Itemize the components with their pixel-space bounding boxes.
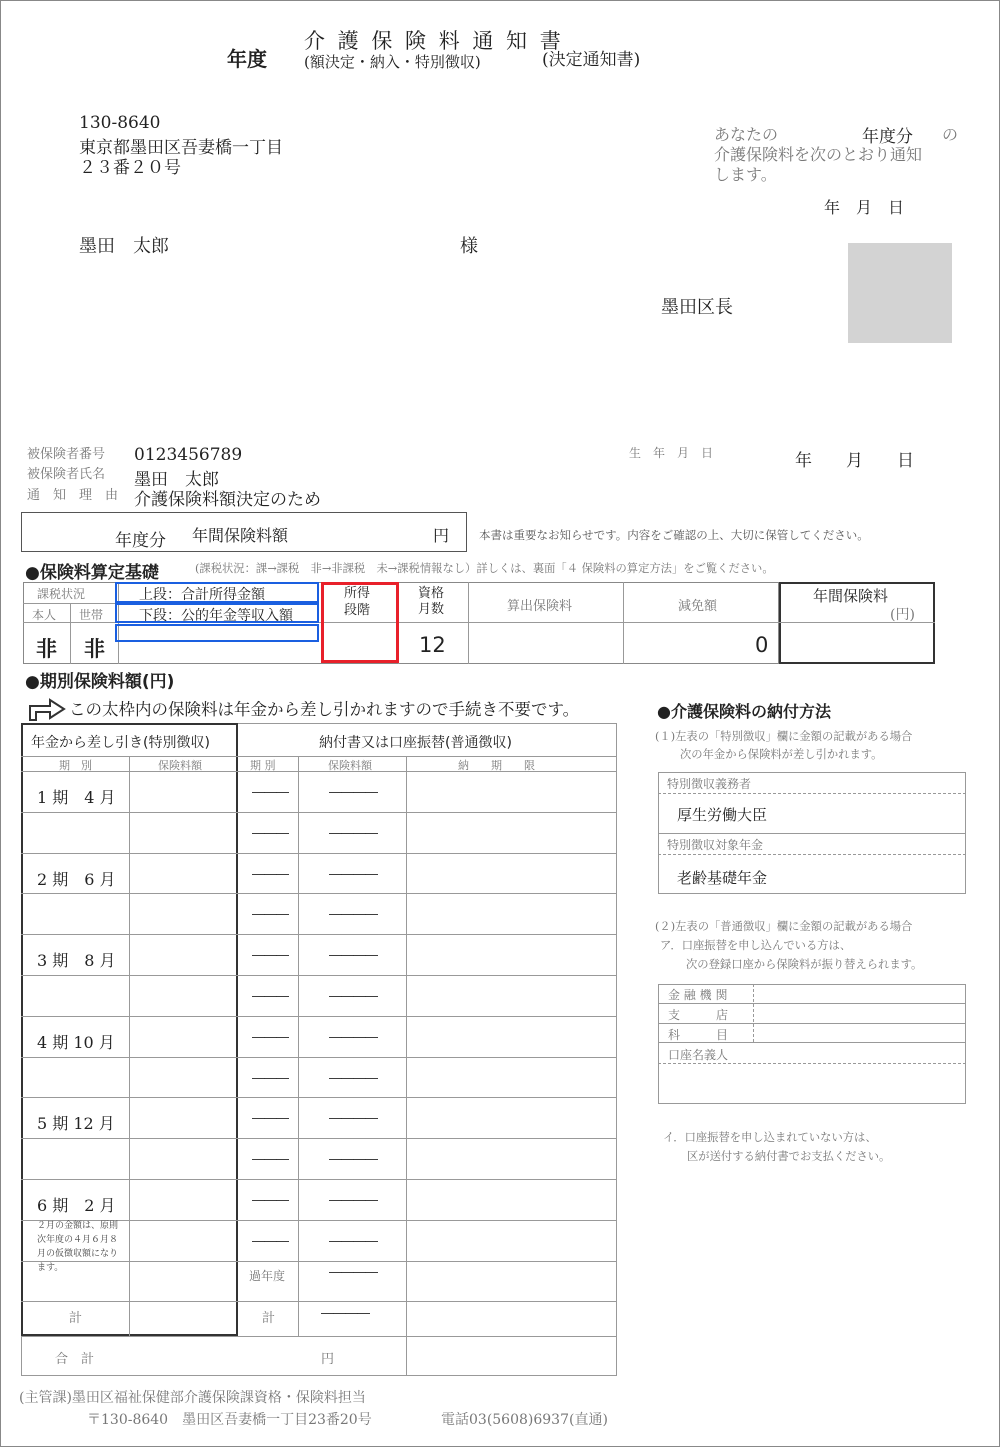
ordinary-amount-dash: ――――	[329, 785, 377, 800]
feb-note: ２月の金額は、原則次年度の４月６月８月の仮徴収額になります。	[37, 1221, 119, 1273]
ordinary-period-dash: ―――	[252, 989, 288, 1004]
honorific: 様	[460, 236, 478, 257]
annual-unit: 円	[433, 526, 450, 545]
important-notice: 本書は重要なお知らせです。内容をご確認の上、大切に保管してください。	[479, 528, 869, 542]
birth-label: 生 年 月 日	[629, 446, 714, 460]
payment-s2e: 区が送付する納付書でお支払ください。	[687, 1150, 891, 1163]
months-value: 12	[419, 633, 446, 657]
document-kind: (決定通知書)	[542, 50, 641, 70]
ordinary-amount-dash: ――――	[329, 1030, 377, 1045]
ordinary-amount-dash: ――――	[329, 907, 377, 922]
payment-s2c: 次の登録口座から保険料が振り替えられます。	[686, 958, 923, 971]
notice-line1c: の	[942, 125, 959, 144]
recipient-name: 墨田 太郎	[79, 236, 169, 257]
col-amount2: 保険料額	[328, 759, 372, 772]
basis-heading: ●保険料算定基礎	[25, 563, 159, 583]
period-label: 5 期 12 月	[37, 1114, 115, 1133]
ordinary-amount-dash: ――――	[329, 826, 377, 841]
period-label: 3 期 8 月	[37, 951, 116, 970]
payment-s2d: イ．口座振替を申し込まれていない方は、	[663, 1131, 877, 1144]
ordinary-amount-dash: ――――	[329, 989, 377, 1004]
ordinary-amount-dash: ――――	[329, 1193, 377, 1208]
birth-date: 年 月 日	[795, 451, 914, 471]
payment-s1a: (１)左表の「特別徴収」欄に金額の記載がある場合	[655, 730, 913, 743]
insured-number-label: 被保険者番号	[27, 447, 106, 462]
ordinary-amount-dash: ――――	[329, 867, 377, 882]
upper-label: 上段：合計所得金額	[139, 587, 265, 603]
period-label: 1 期 4 月	[37, 788, 116, 807]
period-heading: ●期別保険料額(円)	[25, 672, 175, 692]
ordinary-amount-dash: ――――	[329, 948, 377, 963]
basis-note: (課税状況：課→課税 非→非課税 未→課税情報なし）詳しくは、裏面「４ 保険料の算定方法」をご覧ください。	[195, 562, 774, 575]
document-title: 介 護 保 険 料 通 知 書	[304, 29, 564, 53]
subject-label: 科 目	[668, 1028, 729, 1042]
issuer: 墨田区長	[661, 297, 733, 318]
ordinary-period-dash: ―――	[252, 867, 288, 882]
reduction-value: 0	[755, 633, 769, 657]
pension-value: 老齢基礎年金	[677, 869, 768, 887]
self-tax-value: 非	[36, 636, 57, 661]
ordinary-period-dash: ―――	[252, 1152, 288, 1167]
bank-label: 金 融 機 関	[668, 988, 728, 1002]
total-unit: 円	[321, 1352, 335, 1367]
ordinary-period-dash: ―――	[252, 1193, 288, 1208]
notice-reason: 介護保険料額決定のため	[134, 490, 321, 510]
tax-status-label: 課税状況	[37, 587, 86, 601]
pension-label: 特別徴収対象年金	[667, 838, 764, 852]
insured-name-label: 被保険者氏名	[27, 467, 106, 482]
notice-line1a: あなたの	[714, 125, 779, 144]
ordinary-period-dash: ―――	[252, 1234, 288, 1249]
annual-label: 年間保険料額	[192, 526, 289, 545]
period-label: 4 期 10 月	[37, 1033, 115, 1052]
income-rank-label: 所得段階	[344, 586, 371, 618]
footer-address: 〒130-8640 墨田区吾妻橋一丁目23番20号	[87, 1412, 372, 1428]
ordinary-amount-dash: ――――	[329, 1152, 377, 1167]
payment-heading: ●介護保険料の納付方法	[657, 702, 831, 721]
notice-reason-label: 通 知 理 由	[27, 488, 119, 503]
period-label: 6 期 2 月	[37, 1196, 116, 1215]
payment-s2a: (２)左表の「普通徴収」欄に金額の記載がある場合	[655, 920, 913, 933]
notice-date: 年 月 日	[824, 198, 905, 217]
address-line1: 東京都墨田区吾妻橋一丁目	[79, 138, 283, 158]
subtotal2-label: 計	[262, 1311, 276, 1326]
total-label: 合 計	[55, 1352, 95, 1367]
holder-label: 口座名義人	[668, 1048, 729, 1062]
ordinary-period-dash: ―――	[252, 1111, 288, 1126]
special-collection-label: 年金から差し引き(特別徴収)	[31, 735, 210, 751]
household-tax-value: 非	[84, 636, 105, 661]
period-label: 2 期 6 月	[37, 870, 116, 889]
footer-dept: (主管課)墨田区福祉保健部介護保険課資格・保険料担当	[19, 1390, 366, 1406]
obligor-value: 厚生労働大臣	[677, 806, 768, 824]
col-period2: 期 別	[250, 759, 276, 772]
notice-line1b: 年度分	[862, 127, 913, 147]
months-label: 資格月数	[418, 586, 445, 617]
payment-s1b: 次の年金から保険料が差し引かれます。	[680, 748, 883, 761]
notice-line2: 介護保険料を次のとおり通知	[714, 145, 923, 164]
income-value-box	[115, 624, 319, 642]
lower-label: 下段：公的年金等収入額	[139, 608, 293, 624]
ordinary-period-dash: ―――	[252, 1030, 288, 1045]
subtotal-dash: ――――	[321, 1306, 369, 1321]
arrow-text: この太枠内の保険料は年金から差し引かれますので手続き不要です。	[69, 700, 580, 719]
annual-premium-unit: (円)	[890, 607, 915, 623]
col-period: 期 別	[59, 759, 92, 772]
document-subtitle: (額決定・納入・特別徴収)	[304, 53, 481, 71]
obligor-label: 特別徴収義務者	[667, 777, 752, 791]
calc-label: 算出保険料	[507, 599, 573, 614]
ordinary-collection-label: 納付書又は口座振替(普通徴収)	[319, 735, 512, 751]
branch-label: 支 店	[668, 1008, 729, 1022]
self-label: 本人	[32, 608, 57, 622]
household-label: 世帯	[79, 608, 104, 622]
annual-premium-label: 年間保険料	[813, 587, 889, 605]
footer-phone: 電話03(5608)6937(直通)	[441, 1412, 608, 1428]
past-year-label: 過年度	[249, 1269, 286, 1283]
ordinary-period-dash: ―――	[252, 1071, 288, 1086]
subtotal-label: 計	[69, 1311, 83, 1326]
header-nendo: 年度	[227, 47, 267, 71]
postal-code: 130-8640	[79, 113, 161, 133]
ordinary-amount-dash: ――――	[329, 1111, 377, 1126]
col-amount: 保険料額	[158, 759, 202, 772]
col-deadline: 納 期 限	[458, 759, 535, 772]
arrow-icon	[28, 696, 68, 722]
notice-line3: します。	[714, 165, 777, 184]
payment-s2b: ア．口座振替を申し込んでいる方は、	[660, 939, 852, 952]
insured-name: 墨田 太郎	[134, 470, 219, 490]
ordinary-amount-dash: ――――	[329, 1234, 377, 1249]
insured-number: 0123456789	[134, 445, 243, 465]
past-year-dash: ――――	[329, 1265, 377, 1280]
reduction-label: 減免額	[678, 599, 718, 614]
annual-nendo: 年度分	[115, 531, 166, 551]
ordinary-period-dash: ―――	[252, 948, 288, 963]
ordinary-period-dash: ―――	[252, 826, 288, 841]
ordinary-period-dash: ―――	[252, 785, 288, 800]
ordinary-period-dash: ―――	[252, 907, 288, 922]
ordinary-amount-dash: ――――	[329, 1071, 377, 1086]
address-line2: ２３番２０号	[79, 158, 181, 178]
official-seal-placeholder	[848, 243, 952, 343]
